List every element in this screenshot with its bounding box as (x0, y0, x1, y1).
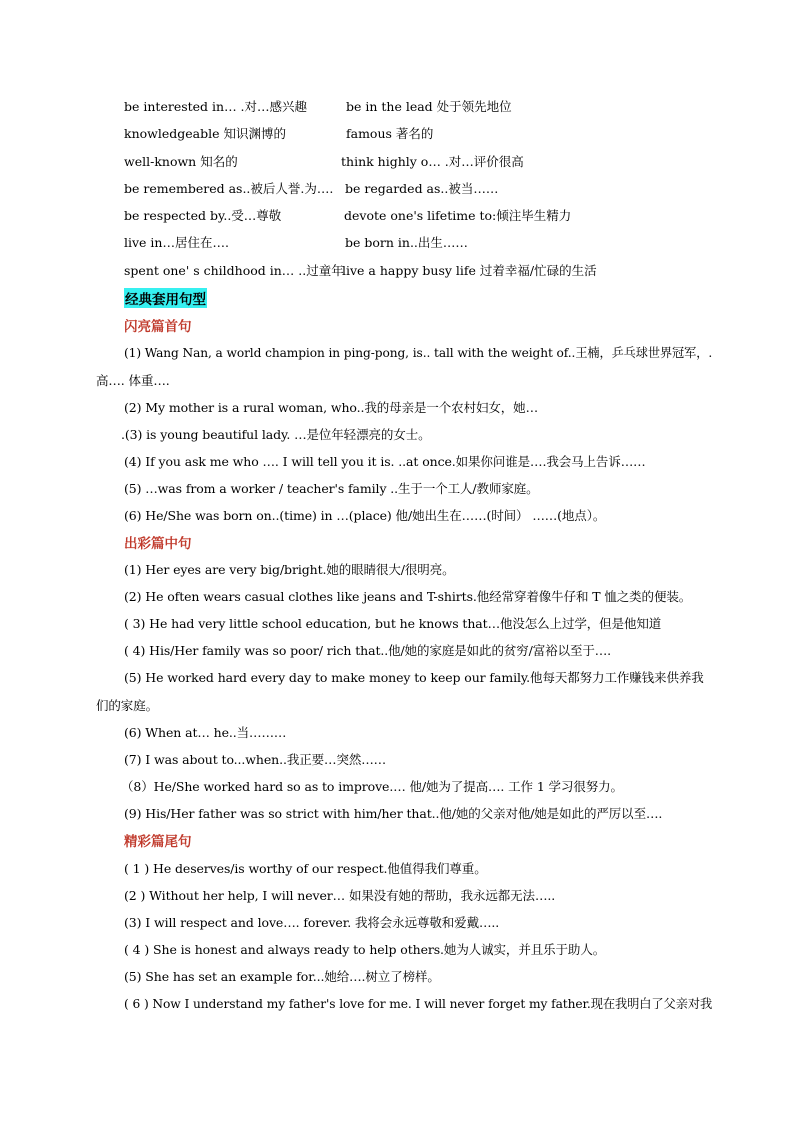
vocab-row (124, 229, 724, 256)
sentence-line: ( 4 ) She is honest and always ready to help others.她为人诚实，并且乐于助人。 (124, 942, 606, 957)
section-title: 经典套用句型 (124, 288, 207, 308)
subsection-title-ending: 精彩篇尾句 (124, 834, 192, 850)
sentence-line: ( 1 ) He deserves/is worthy of our respect.他值得我们尊重。 (124, 861, 487, 876)
sentence-line: (7) I was about to...when..我正要…突然…… (124, 752, 387, 767)
vocab-term: devote one's lifetime to:倾注毕生精力 (344, 208, 572, 224)
vocab-term: think highly o… .对…评价很高 (341, 153, 524, 169)
vocab-term: famous 著名的 (346, 126, 434, 142)
vocab-term: live a happy busy life 过着幸福/忙碌的生活 (342, 262, 597, 278)
subsection-title-opening: 闪亮篇首句 (124, 319, 192, 335)
sentence-line: (6) When at… he..当……… (124, 725, 287, 740)
subsection-title-middle: 出彩篇中句 (124, 536, 192, 552)
sentence-line: (2) My mother is a rural woman, who..我的母亲是一个农村妇女，她… (124, 400, 538, 415)
sentence-line: （8）He/She worked hard so as to improve.… 他/她为了提高…. 工作 1 学习很努力。 (121, 779, 623, 794)
vocab-term: be respected by..受…尊敬 (124, 208, 282, 224)
vocabulary-list (124, 93, 724, 284)
vocab-term: live in…居住在…. (124, 235, 229, 251)
vocab-row (124, 175, 724, 202)
vocab-row (124, 257, 724, 284)
vocab-term: well-known 知名的 (124, 153, 238, 169)
vocab-term: spent one' s childhood in… ..过童年 (124, 262, 344, 278)
vocab-row (124, 120, 724, 147)
sentence-line: 高…. 体重…. (96, 373, 170, 388)
sentence-line: (4) If you ask me who …. I will tell you it is. ..at once.如果你问谁是….我会马上告诉…… (124, 454, 646, 469)
vocab-term: be born in..出生…… (345, 235, 468, 251)
sentence-line: (9) His/Her father was so strict with him/her that..他/她的父亲对他/她是如此的严厉以至…. (124, 806, 663, 821)
vocab-term: knowledgeable 知识渊博的 (124, 126, 286, 142)
sentence-line: ( 6 ) Now I understand my father's love for me. I will never forget my father.现在我明白了父亲对我 (124, 996, 713, 1011)
sentence-line: (2) He often wears casual clothes like jeans and T-shirts.他经常穿着像牛仔和 T 恤之类的便装。 (124, 589, 692, 604)
sentence-line: ( 4) His/Her family was so poor/ rich that..他/她的家庭是如此的贫穷/富裕以至于…. (124, 643, 612, 658)
sentence-line: (5) …was from a worker / teacher's family ..生于一个工人/教师家庭。 (124, 481, 539, 496)
sentence-line: (2 ) Without her help, I will never… 如果没有她的帮助，我永远都无法….. (124, 888, 556, 903)
vocab-term: be interested in… .对…感兴趣 (124, 99, 308, 114)
sentence-line: 们的家庭。 (96, 698, 159, 713)
sentence-line: (5) She has set an example for...她给….树立了榜样。 (124, 969, 440, 984)
vocab-row (124, 93, 724, 120)
sentence-line: (1) Her eyes are very big/bright.她的眼睛很大/很明亮。 (124, 562, 455, 577)
sentence-line: .(3) is young beautiful lady. …是位年轻漂亮的女士。 (121, 427, 431, 442)
vocab-term: be regarded as..被当…… (345, 180, 499, 196)
vocab-row (124, 148, 724, 175)
sentence-line: (1) Wang Nan, a world champion in ping-pong, is.. tall with the weight of..王楠，乒乓球世界冠军，. (124, 345, 713, 360)
vocab-term: be remembered as..被后人誉.为…. (124, 180, 334, 196)
vocab-row (124, 202, 724, 229)
sentence-line: (3) I will respect and love…. forever. 我将会永远尊敬和爱戴….. (124, 915, 500, 930)
sentence-line: (6) He/She was born on..(time) in …(place) 他/她出生在……(时间） ……(地点）。 (124, 508, 606, 523)
vocab-term: be in the lead 处于领先地位 (346, 99, 512, 114)
sentence-line: ( 3) He had very little school education, but he knows that…他没怎么上过学，但是他知道 (124, 616, 662, 631)
sentence-line: (5) He worked hard every day to make money to keep our family.他每天都努力工作赚钱来供养我 (124, 670, 704, 685)
